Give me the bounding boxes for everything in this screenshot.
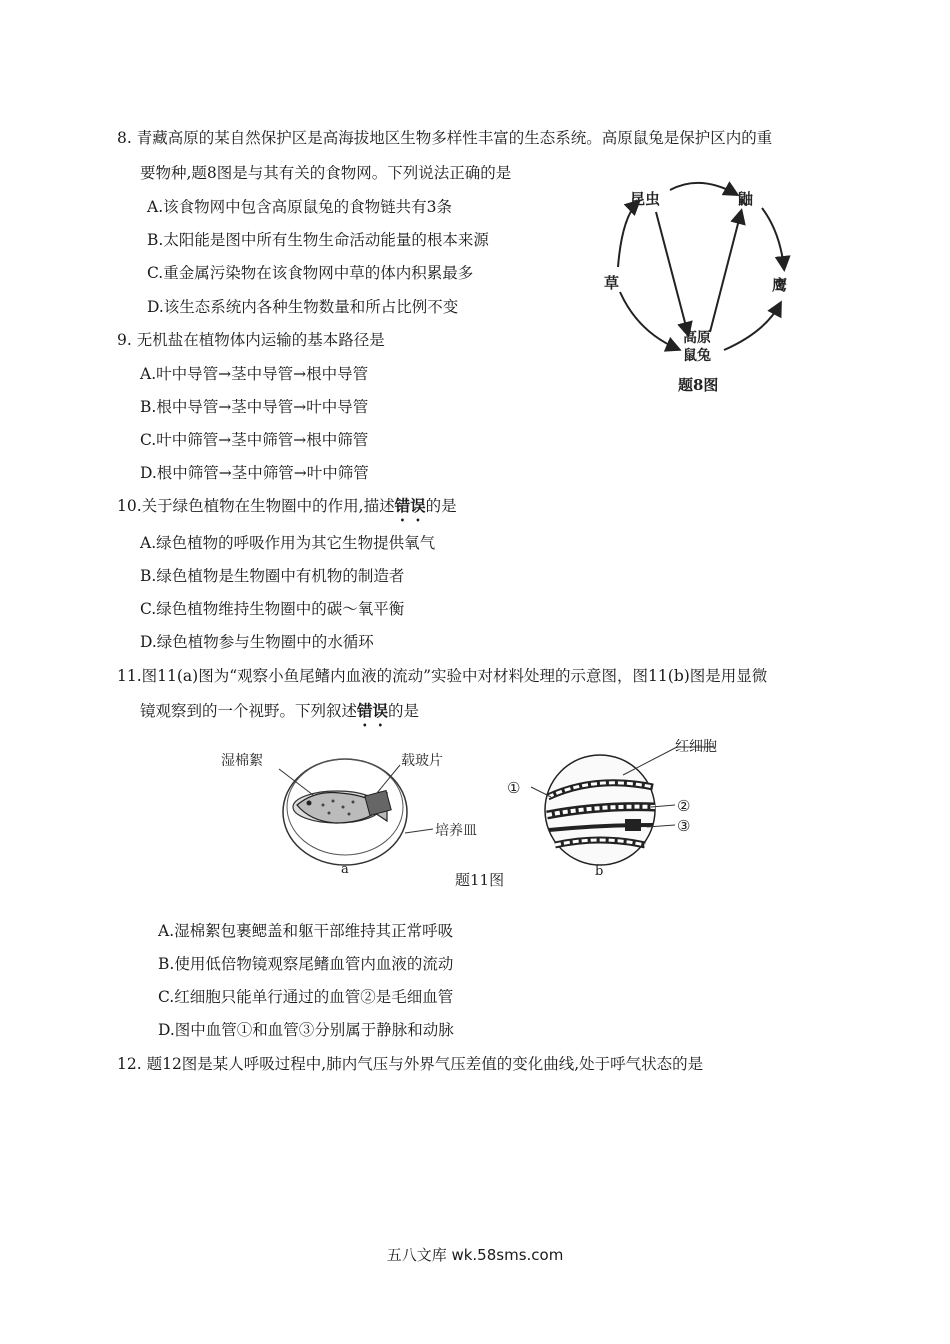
q10-stem-text: 10.关于绿色植物在生物圈中的作用,描述	[117, 497, 395, 515]
q11-emphasis: 错误	[357, 701, 389, 720]
q11-stem-line2	[140, 701, 419, 730]
q10-emphasis: 错误	[394, 496, 426, 515]
microscope-view-diagram	[507, 739, 717, 879]
node-eagle: 鹰	[772, 276, 788, 294]
label-vessel-2: ②	[677, 797, 691, 815]
label-vessel-3: ③	[677, 817, 691, 835]
q11-option-d: D.图中血管①和血管③分别属于静脉和动脉	[158, 1021, 454, 1039]
arrow-pika-eagle	[724, 304, 780, 350]
q10-option-c: C.绿色植物维持生物圈中的碳～氧平衡	[140, 600, 405, 618]
q9-option-a: A.叶中导管→茎中导管→根中导管	[140, 365, 369, 383]
arrow-insect-weasel	[670, 183, 736, 194]
q11-stem-text: 镜观察到的一个视野。下列叙述	[140, 702, 358, 720]
q10-option-d: D.绿色植物参与生物圈中的水循环	[140, 633, 374, 651]
q10-stem	[117, 496, 457, 525]
q9-option-d: D.根中筛管→茎中筛管→叶中筛管	[140, 464, 369, 482]
arrow-grass-pika	[620, 292, 678, 349]
node-insect: 昆虫	[630, 190, 661, 208]
q11-option-a: A.湿棉絮包裹鳃盖和躯干部维持其正常呼吸	[158, 922, 454, 940]
arrow-weasel-eagle	[762, 208, 784, 268]
node-weasel: 鼬	[738, 190, 754, 208]
q8-stem-line1: 8. 青藏高原的某自然保护区是高海拔地区生物多样性丰富的生态系统。高原鼠兔是保护区内的重	[117, 129, 773, 147]
q8-option-c: C.重金属污染物在该食物网中草的体内积累最多	[147, 264, 474, 282]
label-b: b	[595, 864, 604, 879]
q11-option-c: C.红细胞只能单行通过的血管②是毛细血管	[158, 988, 454, 1006]
label-a: a	[341, 862, 349, 877]
node-grass: 草	[604, 274, 620, 292]
arrow-pika-weasel	[710, 212, 741, 332]
label-slide: 载玻片	[401, 753, 443, 769]
q11-option-b: B.使用低倍物镜观察尾鳍血管内血液的流动	[158, 955, 454, 973]
food-web-diagram	[600, 172, 800, 402]
petri-dish-diagram	[221, 752, 477, 877]
q10-stem-end: 的是	[425, 497, 457, 515]
label-vessel-1: ①	[507, 779, 521, 797]
node-pika-line1: 高原	[683, 330, 711, 346]
q10-option-a: A.绿色植物的呼吸作用为其它生物提供氧气	[140, 534, 436, 552]
figure11-caption: 题11图	[455, 871, 505, 889]
q11-stem-end: 的是	[388, 702, 420, 720]
q11-stem-line1: 11.图11(a)图为“观察小鱼尾鳍内血液的流动”实验中对材料处理的示意图，图11(b)图是用显微	[117, 667, 768, 685]
label-dish: 培养皿	[435, 823, 477, 839]
q9-option-b: B.根中导管→茎中导管→叶中导管	[140, 398, 369, 416]
page-footer: 五八文库 wk.58sms.com	[386, 1246, 564, 1264]
q8-option-b: B.太阳能是图中所有生物生命活动能量的根本来源	[147, 231, 489, 249]
q9-stem: 9. 无机盐在植物体内运输的基本路径是	[117, 331, 385, 349]
q10-option-b: B.绿色植物是生物圈中有机物的制造者	[140, 567, 405, 585]
q8-option-a: A.该食物网中包含高原鼠兔的食物链共有3条	[147, 198, 452, 216]
q12-stem: 12. 题12图是某人呼吸过程中,肺内气压与外界气压差值的变化曲线,处于呼气状态的是	[117, 1055, 704, 1073]
arrow-grass-insect	[618, 202, 638, 267]
label-rbc: 红细胞	[675, 739, 717, 755]
q8-option-d: D.该生态系统内各种生物数量和所占比例不变	[147, 298, 459, 316]
figure8-caption: 题8图	[678, 376, 719, 394]
q9-option-c: C.叶中筛管→茎中筛管→根中筛管	[140, 431, 369, 449]
figure11	[215, 735, 755, 895]
arrow-insect-pika	[656, 212, 688, 334]
q8-stem-line2: 要物种,题8图是与其有关的食物网。下列说法正确的是	[140, 164, 512, 182]
node-pika-line2: 鼠兔	[683, 348, 711, 364]
label-cotton: 湿棉絮	[221, 753, 263, 769]
